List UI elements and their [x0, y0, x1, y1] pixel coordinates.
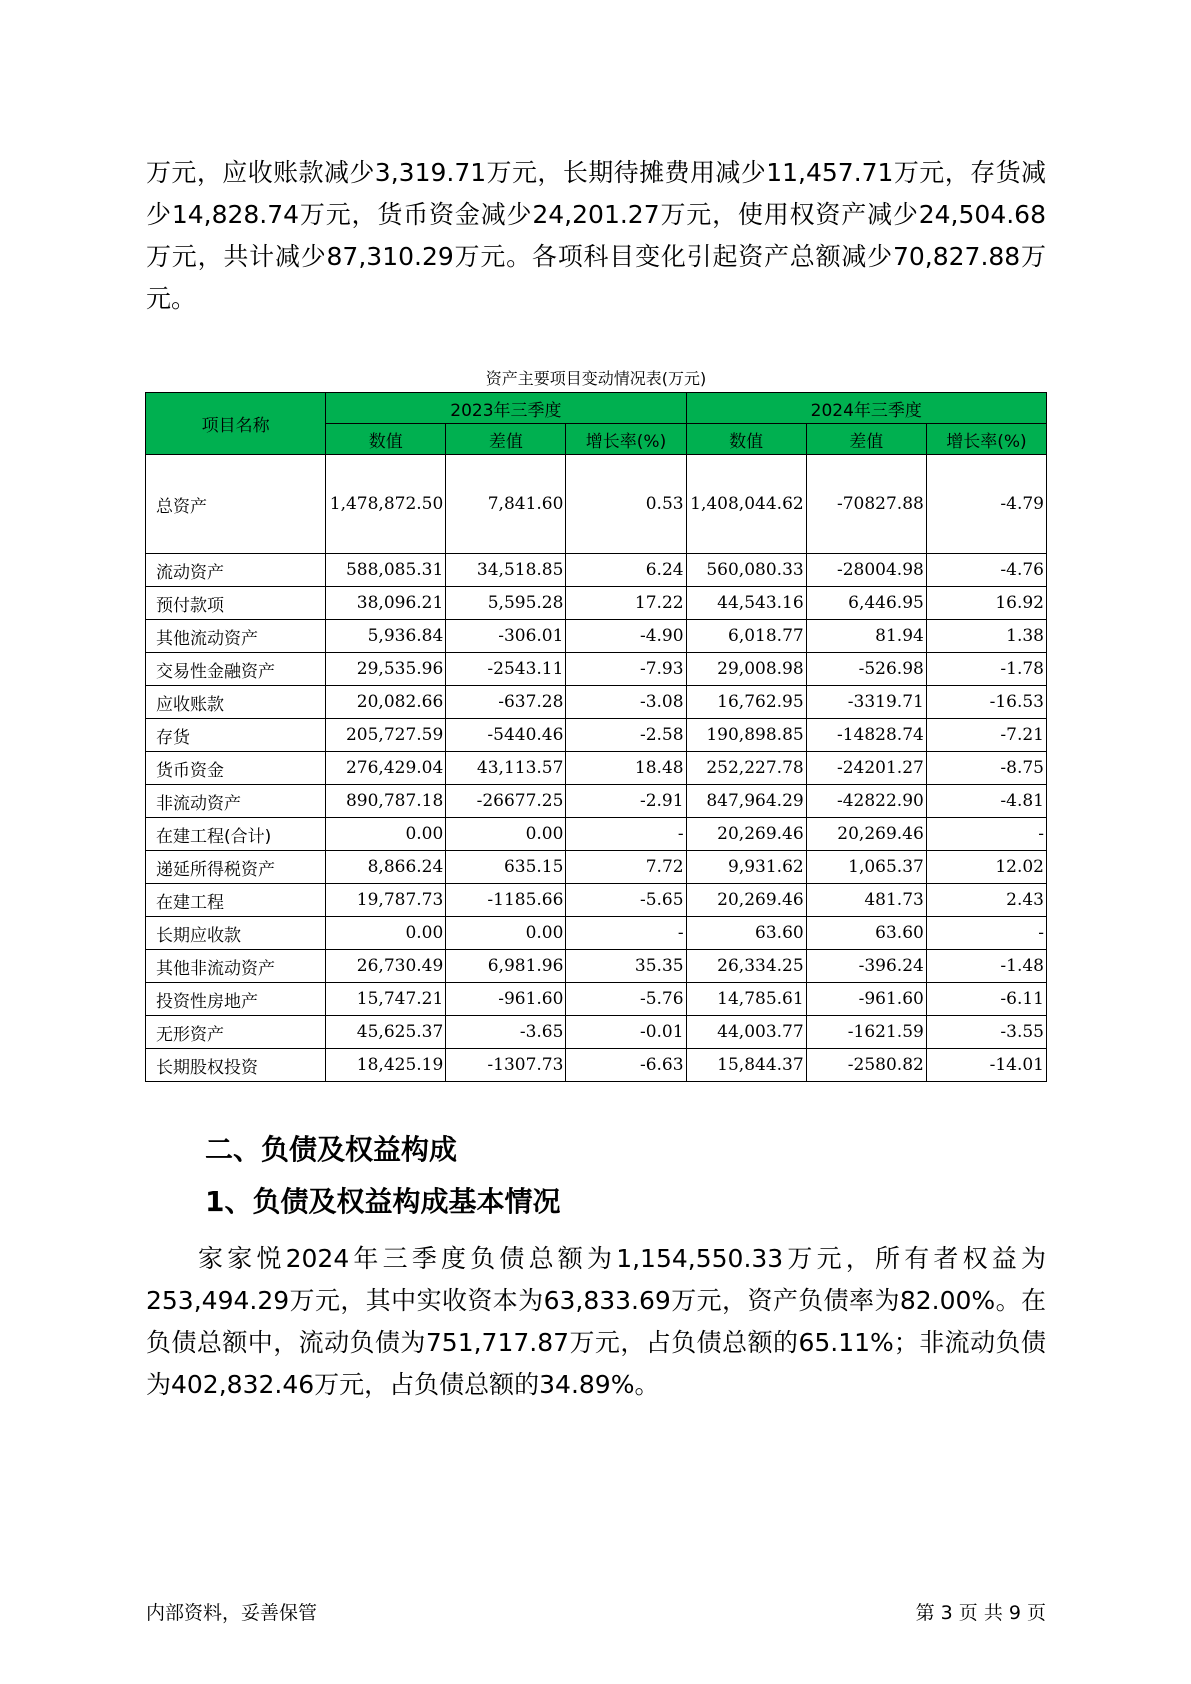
table-cell: -961.60: [446, 983, 566, 1016]
row-label: 长期股权投资: [146, 1049, 326, 1082]
row-label: 货币资金: [146, 752, 326, 785]
table-caption: 资产主要项目变动情况表(万元): [485, 369, 707, 388]
table-cell: 276,429.04: [326, 752, 446, 785]
col-header-value-2024: 数值: [686, 424, 806, 455]
table-cell: 15,844.37: [686, 1049, 806, 1082]
table-cell: 205,727.59: [326, 719, 446, 752]
table-cell: 1,408,044.62: [686, 455, 806, 554]
table-cell: 9,931.62: [686, 851, 806, 884]
table-cell: 1.38: [926, 620, 1046, 653]
table-cell: 44,543.16: [686, 587, 806, 620]
table-cell: 29,008.98: [686, 653, 806, 686]
table-cell: 81.94: [806, 620, 926, 653]
group-header-2023: 2023年三季度: [326, 393, 686, 424]
table-cell: 35.35: [566, 950, 686, 983]
table-cell: 2.43: [926, 884, 1046, 917]
table-row: [146, 554, 1047, 587]
table-cell: 0.00: [326, 917, 446, 950]
row-label: 长期应收款: [146, 917, 326, 950]
row-label: 应收账款: [146, 686, 326, 719]
table-cell: 44,003.77: [686, 1016, 806, 1049]
table-cell: -637.28: [446, 686, 566, 719]
table-cell: -16.53: [926, 686, 1046, 719]
table-row: [146, 950, 1047, 983]
table-cell: 63.60: [806, 917, 926, 950]
row-label: 总资产: [146, 455, 326, 554]
table-cell: -396.24: [806, 950, 926, 983]
table-cell: -1621.59: [806, 1016, 926, 1049]
table-cell: 1,065.37: [806, 851, 926, 884]
asset-change-table: [145, 392, 1047, 1082]
table-cell: 588,085.31: [326, 554, 446, 587]
table-cell: -4.76: [926, 554, 1046, 587]
row-label: 交易性金融资产: [146, 653, 326, 686]
table-cell: -: [566, 917, 686, 950]
table-cell: -2580.82: [806, 1049, 926, 1082]
row-label: 流动资产: [146, 554, 326, 587]
table-row: [146, 983, 1047, 1016]
table-cell: 0.00: [446, 818, 566, 851]
table-cell: -: [566, 818, 686, 851]
table-cell: 5,595.28: [446, 587, 566, 620]
table-cell: -3.08: [566, 686, 686, 719]
table-cell: 1,478,872.50: [326, 455, 446, 554]
footer-confidential-note: 内部资料，妥善保管: [146, 1602, 318, 1624]
footer-page-number: 第 3 页 共 9 页: [915, 1602, 1046, 1624]
table-cell: -: [926, 818, 1046, 851]
table-cell: 14,785.61: [686, 983, 806, 1016]
table-cell: 18,425.19: [326, 1049, 446, 1082]
table-cell: 43,113.57: [446, 752, 566, 785]
table-cell: 20,269.46: [806, 818, 926, 851]
table-row: [146, 752, 1047, 785]
table-cell: -1.48: [926, 950, 1046, 983]
table-cell: 38,096.21: [326, 587, 446, 620]
table-cell: -5.65: [566, 884, 686, 917]
table-cell: -2.91: [566, 785, 686, 818]
table-cell: -4.79: [926, 455, 1046, 554]
table-cell: 16.92: [926, 587, 1046, 620]
row-label: 非流动资产: [146, 785, 326, 818]
table-cell: -28004.98: [806, 554, 926, 587]
table-cell: -7.21: [926, 719, 1046, 752]
table-cell: -4.90: [566, 620, 686, 653]
table-cell: -3.55: [926, 1016, 1046, 1049]
row-label: 无形资产: [146, 1016, 326, 1049]
table-cell: -5440.46: [446, 719, 566, 752]
table-cell: 12.02: [926, 851, 1046, 884]
table-cell: 847,964.29: [686, 785, 806, 818]
table-cell: 63.60: [686, 917, 806, 950]
row-label: 其他流动资产: [146, 620, 326, 653]
table-cell: 19,787.73: [326, 884, 446, 917]
row-label: 在建工程(合计): [146, 818, 326, 851]
table-row: [146, 620, 1047, 653]
table-cell: 635.15: [446, 851, 566, 884]
row-label: 递延所得税资产: [146, 851, 326, 884]
row-label: 投资性房地产: [146, 983, 326, 1016]
body-paragraph-liabilities: 家家悦2024年三季度负债总额为1,154,550.33万元，所有者权益为253,494.29万元，其中实收资本为63,833.69万元，资产负债率为82.00%。在负债总额中，流动负债为751,717.87万元，占负债总额的65.11%；非流动负债为402,832.46万元，占负债总额的34.89%。: [146, 1244, 1046, 1399]
table-body: [146, 455, 1047, 1082]
table-cell: 6,018.77: [686, 620, 806, 653]
table-cell: -1307.73: [446, 1049, 566, 1082]
col-header-growth-2024: 增长率(%): [926, 424, 1046, 455]
table-cell: -6.11: [926, 983, 1046, 1016]
table-cell: 8,866.24: [326, 851, 446, 884]
table-row: [146, 785, 1047, 818]
table-cell: -4.81: [926, 785, 1046, 818]
table-cell: 5,936.84: [326, 620, 446, 653]
table-cell: 0.53: [566, 455, 686, 554]
table-cell: 26,730.49: [326, 950, 446, 983]
table-row: [146, 719, 1047, 752]
table-row: [146, 686, 1047, 719]
table-row: [146, 587, 1047, 620]
table-cell: -14828.74: [806, 719, 926, 752]
table-cell: -14.01: [926, 1049, 1046, 1082]
table-cell: 6,981.96: [446, 950, 566, 983]
table-cell: 0.00: [446, 917, 566, 950]
table-cell: -526.98: [806, 653, 926, 686]
table-cell: -2543.11: [446, 653, 566, 686]
table-cell: -7.93: [566, 653, 686, 686]
table-cell: -0.01: [566, 1016, 686, 1049]
table-cell: 20,082.66: [326, 686, 446, 719]
table-cell: 29,535.96: [326, 653, 446, 686]
table-row: [146, 1016, 1047, 1049]
table-cell: 252,227.78: [686, 752, 806, 785]
table-cell: 20,269.46: [686, 884, 806, 917]
col-header-growth-2023: 增长率(%): [566, 424, 686, 455]
table-cell: -306.01: [446, 620, 566, 653]
table-cell: 15,747.21: [326, 983, 446, 1016]
table-cell: 560,080.33: [686, 554, 806, 587]
table-cell: 0.00: [326, 818, 446, 851]
table-cell: -2.58: [566, 719, 686, 752]
table-row: [146, 917, 1047, 950]
row-label: 在建工程: [146, 884, 326, 917]
table-cell: -3.65: [446, 1016, 566, 1049]
table-cell: 34,518.85: [446, 554, 566, 587]
table-cell: 18.48: [566, 752, 686, 785]
table-row: [146, 455, 1047, 554]
table-cell: 890,787.18: [326, 785, 446, 818]
table-row: [146, 851, 1047, 884]
table-cell: 7.72: [566, 851, 686, 884]
table-cell: 20,269.46: [686, 818, 806, 851]
col-header-diff-2024: 差值: [806, 424, 926, 455]
table-cell: -: [926, 917, 1046, 950]
table-cell: -1185.66: [446, 884, 566, 917]
row-label: 其他非流动资产: [146, 950, 326, 983]
table-cell: 6,446.95: [806, 587, 926, 620]
table-row: [146, 818, 1047, 851]
table-cell: 26,334.25: [686, 950, 806, 983]
table-cell: 190,898.85: [686, 719, 806, 752]
table-cell: -5.76: [566, 983, 686, 1016]
table-cell: -961.60: [806, 983, 926, 1016]
table-cell: -70827.88: [806, 455, 926, 554]
body-paragraph-assets: 万元，应收账款减少3,319.71万元，长期待摊费用减少11,457.71万元，存货减少14,828.74万元，货币资金减少24,201.27万元，使用权资产减少24,504.68万元，共计减少87,310.29万元。各项科目变化引起资产总额减少70,827.88万元。: [146, 158, 1046, 313]
col-header-diff-2023: 差值: [446, 424, 566, 455]
group-header-2024: 2024年三季度: [686, 393, 1046, 424]
row-label: 存货: [146, 719, 326, 752]
row-label: 预付款项: [146, 587, 326, 620]
table-cell: -8.75: [926, 752, 1046, 785]
section-heading: 二、负债及权益构成: [205, 1133, 458, 1166]
table-row: [146, 653, 1047, 686]
table-cell: 17.22: [566, 587, 686, 620]
col-header-value-2023: 数值: [326, 424, 446, 455]
table-cell: -1.78: [926, 653, 1046, 686]
col-header-item: 项目名称: [146, 393, 326, 455]
table-cell: 481.73: [806, 884, 926, 917]
table-cell: -24201.27: [806, 752, 926, 785]
table-cell: -26677.25: [446, 785, 566, 818]
table-cell: 6.24: [566, 554, 686, 587]
table-cell: -42822.90: [806, 785, 926, 818]
table-row: [146, 884, 1047, 917]
table-cell: 45,625.37: [326, 1016, 446, 1049]
table-cell: -3319.71: [806, 686, 926, 719]
table-row: [146, 1049, 1047, 1082]
table-cell: -6.63: [566, 1049, 686, 1082]
table-cell: 16,762.95: [686, 686, 806, 719]
subsection-heading: 1、负债及权益构成基本情况: [205, 1185, 561, 1218]
table-cell: 7,841.60: [446, 455, 566, 554]
